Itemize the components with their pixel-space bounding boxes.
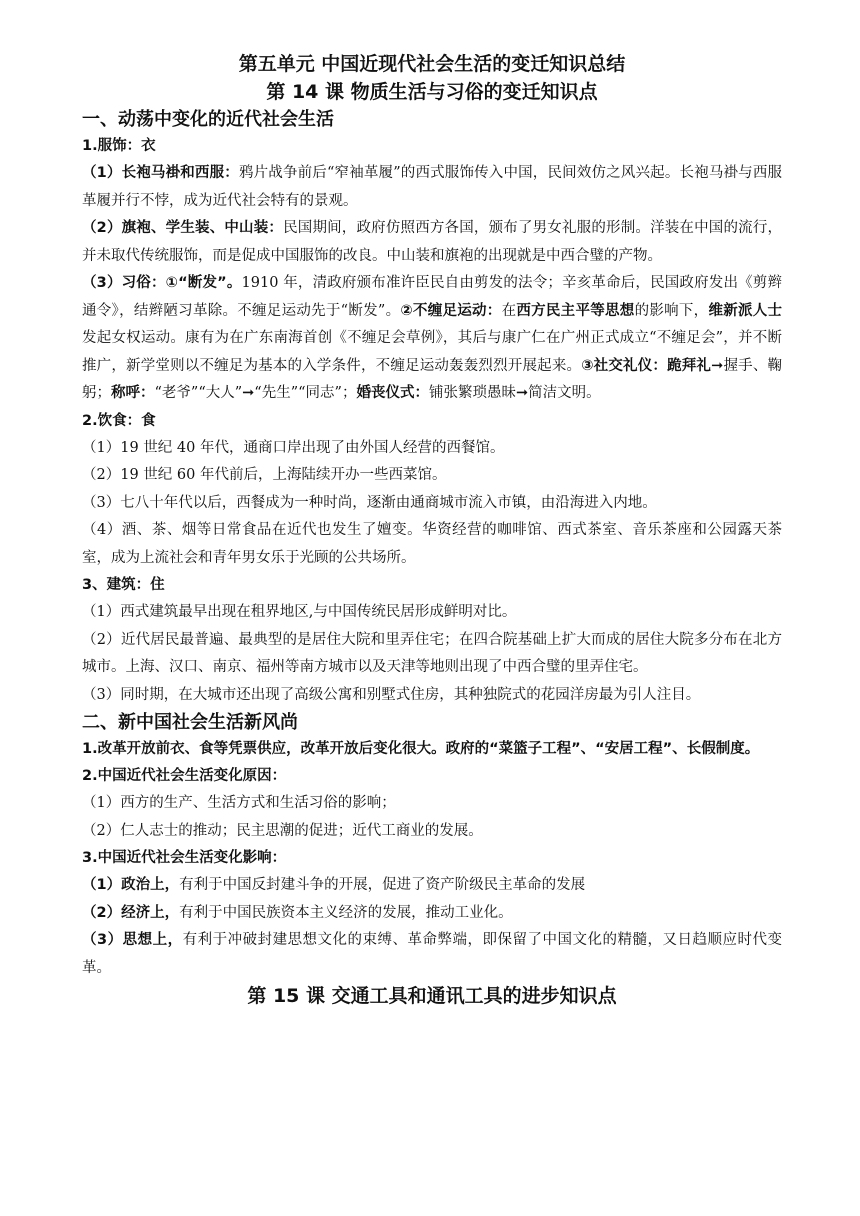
- reformers-label: 维新派人士: [708, 302, 783, 319]
- clothing-para-2-label: （2）旗袍、学生装、中山装：: [82, 220, 284, 236]
- housing-heading: 3、建筑：住: [82, 577, 165, 593]
- unit-title: 第五单元 中国近现代社会生活的变迁知识总结: [238, 53, 626, 75]
- causes-heading: 2.中国近代社会生活变化原因：: [82, 768, 287, 784]
- effect-item-2-text: 有利于中国民族资本主义经济的发展，推动工业化。: [179, 904, 513, 921]
- cause-item-2: （2）仁人志士的推动；民主思潮的促进；近代工商业的发展。: [82, 822, 483, 839]
- footbinding-text-a: 在: [501, 302, 517, 319]
- food-item-2: （2）19 世纪 60 年代前后，上海陆续开办一些西菜馆。: [82, 467, 447, 483]
- clothing-para-2-text: 民国期间，政府仿照西方各国，颁布了男女礼服的形制。洋装在中国的流行，并未取代传统服饰，而是促成中国服饰的改良。中山装和旗袍的出现就是中西合璧的产物。: [82, 220, 782, 264]
- reform-para: 1.改革开放前衣、食等凭票供应，改革开放后变化很大。政府的“菜篮子工程”、“安居工程”、长假制度。: [82, 741, 760, 757]
- clothing-heading: 1.服饰：衣: [82, 138, 156, 154]
- food-heading: 2.饮食：食: [82, 412, 156, 429]
- etiquette-text: 握手、鞠躬；: [82, 357, 783, 401]
- lesson14-title: 第 14 课 物质生活与习俗的变迁知识点: [266, 81, 598, 103]
- effect-item-3-label: （3）思想上，: [82, 932, 183, 948]
- wedding-label: 婚丧仪式：: [356, 385, 429, 401]
- cause-item-1: （1）西方的生产、生活方式和生活习俗的影响；: [82, 795, 396, 811]
- effect-item-3-text: 有利于冲破封建思想文化的束缚、革命弊端，即保留了中国文化的精髓，又日趋顺应时代变革。: [82, 932, 782, 976]
- section1-heading: 一、动荡中变化的近代社会生活: [82, 109, 334, 130]
- wedding-text: 铺张繁琐愚昧➞简洁文明。: [428, 385, 601, 401]
- document-page: [82, 50, 782, 1010]
- housing-item-3: （3）同时期，在大城市还出现了高级公寓和别墅式住房，其种独院式的花园洋房最为引人注目。: [82, 686, 701, 703]
- clothing-para-2: [82, 215, 782, 270]
- effect-item-3: [82, 927, 782, 982]
- food-item-4: （4）酒、茶、烟等日常食品在近代也发生了嬗变。华资经营的咖啡馆、西式茶室、音乐茶座和公园露天茶室，成为上流社会和青年男女乐于光顾的公共场所。: [82, 522, 782, 566]
- footbinding-text-c: 发起女权运动。康有为在广东南海首创《不缠足会草例》，其后与康广仁在广州正式成立“不缠足会”，并不断推广，新学堂则以不缠足为基本的入学条件，不缠足运动轰轰烈烈开展起来。: [82, 330, 782, 374]
- etiquette-label: ③社交礼仪：跪拜礼➞: [581, 357, 724, 374]
- housing-item-2: （2）近代居民最普遍、最典型的是居住大院和里弄住宅；在四合院基础上扩大而成的居住大院多分布在北方城市。上海、汉口、南京、福州等南方城市以及天津等地则出现了中西合璧的里弄住宅。: [82, 631, 782, 675]
- section2-heading: 二、新中国社会生活新风尚: [82, 712, 298, 733]
- customs-para: [82, 270, 782, 408]
- clothing-para-1-text: 鸦片战争前后“窄袖革履”的西式服饰传入中国，民间效仿之风兴起。长袍马褂与西服革履并行不悖，成为近代社会特有的景观。: [82, 165, 783, 209]
- effect-item-1-text: 有利于中国反封建斗争的开展，促进了资产阶级民主革命的发展: [179, 877, 586, 893]
- address-label: 称呼：: [111, 385, 155, 401]
- food-item-1: （1）19 世纪 40 年代，通商口岸出现了由外国人经营的西餐馆。: [82, 439, 505, 456]
- housing-item-1: （1）西式建筑最早出现在租界地区,与中国传统民居形成鲜明对比。: [82, 604, 517, 620]
- clothing-para-1-label: （1）长袍马褂和西服：: [82, 165, 239, 181]
- effect-item-2-label: （2）经济上，: [82, 904, 180, 921]
- address-text: “老爷”“大人”➞“先生”“同志”；: [154, 385, 357, 401]
- effect-item-2: [82, 900, 782, 928]
- customs-label: （3）习俗：①“断发”。: [82, 275, 242, 291]
- effect-item-1: [82, 872, 782, 900]
- effect-item-1-label: （1）政治上，: [82, 877, 180, 893]
- clothing-para-1: [82, 160, 782, 215]
- lesson15-title: 第 15 课 交通工具和通讯工具的进步知识点: [247, 985, 617, 1007]
- customs-haircut-text: 1910 年，清政府颁布准许臣民自由剪发的法令；辛亥革命后，民国政府发出《剪辫通令》，结辫陋习革除。不缠足运动先于“断发”。: [82, 275, 782, 319]
- footbinding-text-b: 的影响下，: [634, 302, 709, 319]
- effects-heading: 3.中国近代社会生活变化影响：: [82, 850, 287, 866]
- footbinding-label: ②不缠足运动：: [400, 302, 502, 319]
- food-item-3: （3）七八十年代以后，西餐成为一种时尚，逐渐由通商城市流入市镇，由沿海进入内地。: [82, 494, 657, 511]
- democracy-label: 西方民主平等思想: [516, 302, 635, 319]
